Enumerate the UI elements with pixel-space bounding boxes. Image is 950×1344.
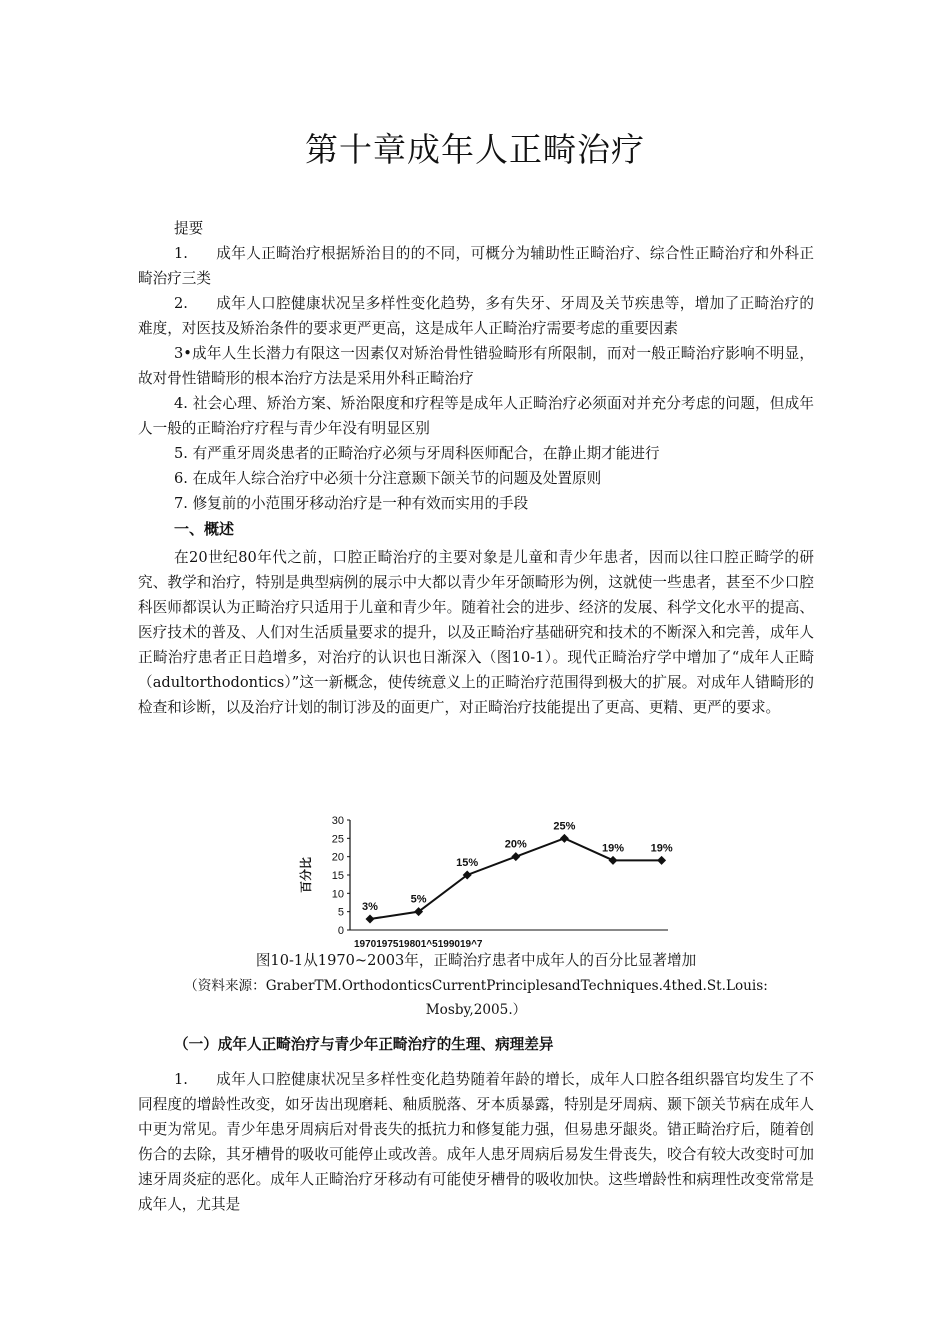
subsection-item-text: 成年人口腔健康状况呈多样性变化趋势随着年龄的增长，成年人口腔各组织器官均发生了不同程度的增龄性改变，如牙齿出现磨耗、釉质脱落、牙本质暴露，特别是牙周病、颞下颌关节病在成年人中更为常见。青少年患牙周病后对骨丧失的抵抗力和修复能力强，但易患牙龈炎。错正畸治疗后，随着创伤合的去除，其牙槽骨的吸收可能停止或改善。成年人患牙周病后易发生骨丧失，咬合有较大改变时可加速牙周炎症的恶化。成年人正畸治疗牙移动有可能使牙槽骨的吸收加快。这些增龄性和病理性改变常常是成年人，尤其是 bbox=[138, 1071, 814, 1213]
summary-item-text: 有严重牙周炎患者的正畸治疗必须与牙周科医师配合，在静止期才能进行 bbox=[192, 445, 660, 462]
summary-item-text: 修复前的小范围牙移动治疗是一种有效而实用的手段 bbox=[192, 495, 529, 512]
summary-heading: 提要 bbox=[174, 220, 204, 237]
summary-item-1 bbox=[138, 241, 814, 291]
summary-section bbox=[138, 216, 814, 720]
data-point-marker bbox=[609, 856, 618, 865]
summary-item-5 bbox=[138, 441, 814, 466]
chapter-title: 第十章成年人正畸治疗 bbox=[305, 130, 645, 169]
summary-item-num: 6. bbox=[174, 470, 188, 487]
y-tick-label: 10 bbox=[331, 888, 344, 901]
data-label: 3% bbox=[362, 901, 378, 913]
y-tick-label: 20 bbox=[331, 851, 344, 864]
subsection-item-1 bbox=[138, 1067, 814, 1217]
x-tick-labels: 1970197519801^5199019^7 bbox=[354, 939, 483, 950]
summary-item-text: 成年人正畸治疗根据矫治目的的不同，可概分为辅助性正畸治疗、综合性正畸治疗和外科正畸治疗三类 bbox=[138, 245, 814, 287]
summary-item-7 bbox=[138, 491, 814, 516]
y-axis-label: 百分比 bbox=[299, 856, 313, 894]
summary-item-num: 5. bbox=[174, 445, 188, 462]
y-tick-label: 25 bbox=[331, 833, 344, 846]
subsection-differences bbox=[138, 1032, 814, 1217]
summary-item-6 bbox=[138, 466, 814, 491]
summary-item-num: 3• bbox=[174, 345, 192, 362]
data-point-marker bbox=[560, 834, 569, 843]
data-point-marker bbox=[657, 856, 666, 865]
summary-item-text: 成年人口腔健康状况呈多样性变化趋势，多有失牙、牙周及关节疾患等，增加了正畸治疗的难度，对医技及矫治条件的要求更严更高，这是成年人正畸治疗需要考虑的重要因素 bbox=[138, 295, 814, 337]
overview-paragraph: 在20世纪80年代之前，口腔正畸治疗的主要对象是儿童和青少年患者，因而以往口腔正畸学的研究、教学和治疗，特别是典型病例的展示中大都以青少年牙颌畸形为例，这就使一些患者，甚至不少口腔科医师都误认为正畸治疗只适用于儿童和青少年。随着社会的进步、经济的发展、科学文化水平的提高、医疗技术的普及、人们对生活质量要求的提升，以及正畸治疗基础研究和技术的不断深入和完善，成年人正畸治疗患者正日趋增多，对治疗的认识也日渐深入（图10-1）。现代正畸治疗学中增加了“成年人正畸（adultorthodontics）”这一新概念，使传统意义上的正畸治疗范围得到极大的扩展。对成年人错畸形的检查和诊断，以及治疗计划的制订涉及的面更广，对正畸治疗技能提出了更高、更精、更严的要求。 bbox=[138, 549, 814, 716]
y-tick-label: 30 bbox=[331, 815, 344, 827]
summary-item-num: 2. bbox=[174, 295, 188, 312]
summary-item-text: 社会心理、矫治方案、矫治限度和疗程等是成年人正畸治疗必须面对并充分考虑的问题，但成年人一般的正畸治疗疗程与青少年没有明显区别 bbox=[138, 395, 814, 437]
summary-item-num: 7. bbox=[174, 495, 188, 512]
data-label: 5% bbox=[410, 893, 427, 906]
subsection-heading: （一）成年人正畸治疗与青少年正畸治疗的生理、病理差异 bbox=[174, 1036, 554, 1053]
data-label: 19% bbox=[650, 842, 673, 855]
data-label: 15% bbox=[456, 857, 479, 869]
section-heading-overview: 一、概述 bbox=[174, 520, 235, 538]
y-tick-label: 5 bbox=[337, 906, 344, 919]
y-tick-label: 0 bbox=[337, 925, 344, 937]
summary-item-text: 成年人生长潜力有限这一因素仅对矫治骨性错验畸形有所限制，而对一般正畸治疗影响不明显，故对骨性错畸形的根本治疗方法是采用外科正畸治疗 bbox=[138, 345, 814, 387]
figure-10-1-chart bbox=[290, 812, 673, 952]
summary-item-num: 1. bbox=[174, 245, 188, 262]
line-chart bbox=[290, 812, 673, 952]
data-point-marker bbox=[511, 852, 520, 861]
figure-caption: 图10-1从1970~2003年，正畸治疗患者中成年人的百分比显著增加 bbox=[255, 952, 697, 969]
summary-item-4 bbox=[138, 391, 814, 441]
data-label: 20% bbox=[504, 838, 527, 851]
data-label: 25% bbox=[553, 820, 576, 833]
figure-source-line-2: Mosby,2005.） bbox=[425, 1002, 527, 1018]
summary-item-text: 在成年人综合治疗中必须十分注意颞下颌关节的问题及处置原则 bbox=[192, 470, 602, 487]
summary-item-3 bbox=[138, 341, 814, 391]
data-point-marker bbox=[366, 915, 375, 924]
data-label: 19% bbox=[601, 842, 625, 855]
summary-item-num: 4. bbox=[174, 395, 188, 412]
y-tick-label: 15 bbox=[331, 870, 344, 882]
subsection-item-num: 1. bbox=[174, 1071, 188, 1088]
summary-item-2 bbox=[138, 291, 814, 341]
figure-source-line-1: （资料来源：GraberTM.OrthodonticsCurrentPrinciplesandTechniques.4thed.St.Louis: bbox=[184, 978, 768, 994]
